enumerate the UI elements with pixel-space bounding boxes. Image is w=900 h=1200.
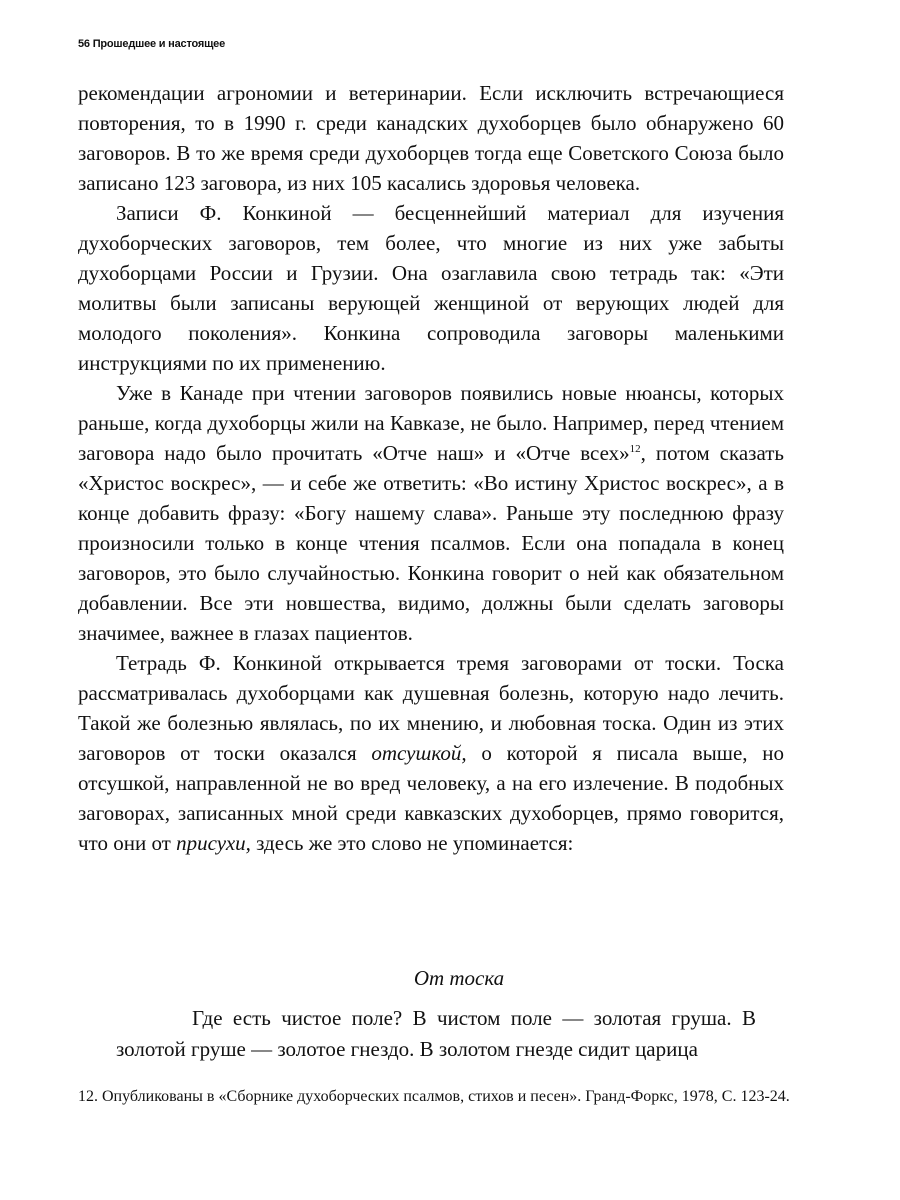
paragraph-4-text-a: Тетрадь Ф. Конкиной открывается тремя заговорами от тоски. Тоска рассматривалась духоборцами как душевная болезнь, которую надо лечить. Такой же болезнью являлась, по их мнению, и любовная тоска. Один из этих заговоров от тоски оказался — [78, 651, 784, 765]
poem-title: От тоска — [413, 966, 505, 990]
italic-term-prisukha: присухи, — [176, 831, 251, 855]
paragraph-4-text-b: о которой я писала выше, но отсушкой, направленной не во вред человеку, а на его излечение. В подобных заговорах, записанных мной среди кавказских духоборцев, прямо говорится, что они от — [78, 741, 784, 855]
paragraph-4-text-c: здесь же это слово не упоминается: — [250, 831, 574, 855]
italic-term-otsushka: отсушкой, — [371, 741, 467, 765]
poem-text: Где есть чистое поле? В чистом поле — золотая груша. В золотой груше — золотое гнездо. В золотом гнезде сидит царица — [116, 1006, 756, 1061]
paragraph-1: рекомендации агрономии и ветеринарии. Если исключить встречающиеся повторения, то в 1990 г. среди канадских духоборцев было обнаружено 60 заговоров. В то же время среди духоборцев тогда еще Советского Союза было записано 123 заговора, из них 105 касались здоровья человека. — [78, 81, 784, 195]
running-head: 56 Прошедшее и настоящее — [78, 38, 226, 50]
footnote: 12. Опубликованы в «Сборнике духоборческих псалмов, стихов и песен». Гранд-Форкс, 1978, С. 123-24. — [78, 1088, 790, 1105]
paragraph-3-text-a: Уже в Канаде при чтении заговоров появились новые нюансы, которых раньше, когда духоборцы жили на Кавказе, не было. Например, перед чтением заговора надо было прочитать «Отче наш» и «Отче всех» — [78, 381, 784, 465]
paragraph-4 — [78, 648, 784, 858]
body-text — [78, 78, 784, 858]
paragraph-3-text-b: , потом сказать «Христос воскрес», — и себе же ответить: «Во истину Христос воскрес», а в конце добавить фразу: «Богу нашему слава». Раньше эту последнюю фразу произносили только в конце чтения псалмов. Если она попадала в конец заговоров, это было случайностью. Конкина говорит о ней как обязательном добавлении. Все эти новшества, видимо, должны были сделать заговоры значимее, важнее в глазах пациентов. — [78, 441, 785, 645]
paragraph-3 — [78, 378, 784, 648]
footnote-reference[interactable]: 12 — [629, 443, 641, 455]
paragraph-2: Записи Ф. Конкиной — бесценнейший материал для изучения духоборческих заговоров, тем более, что многие из них уже забыты духоборцами России и Грузии. Она озаглавила свою тетрадь так: «Эти молитвы были записаны верующей женщиной от верующих людей для молодого поколения». Конкина сопроводила заговоры маленькими инструкциями по их применению. — [78, 201, 784, 375]
